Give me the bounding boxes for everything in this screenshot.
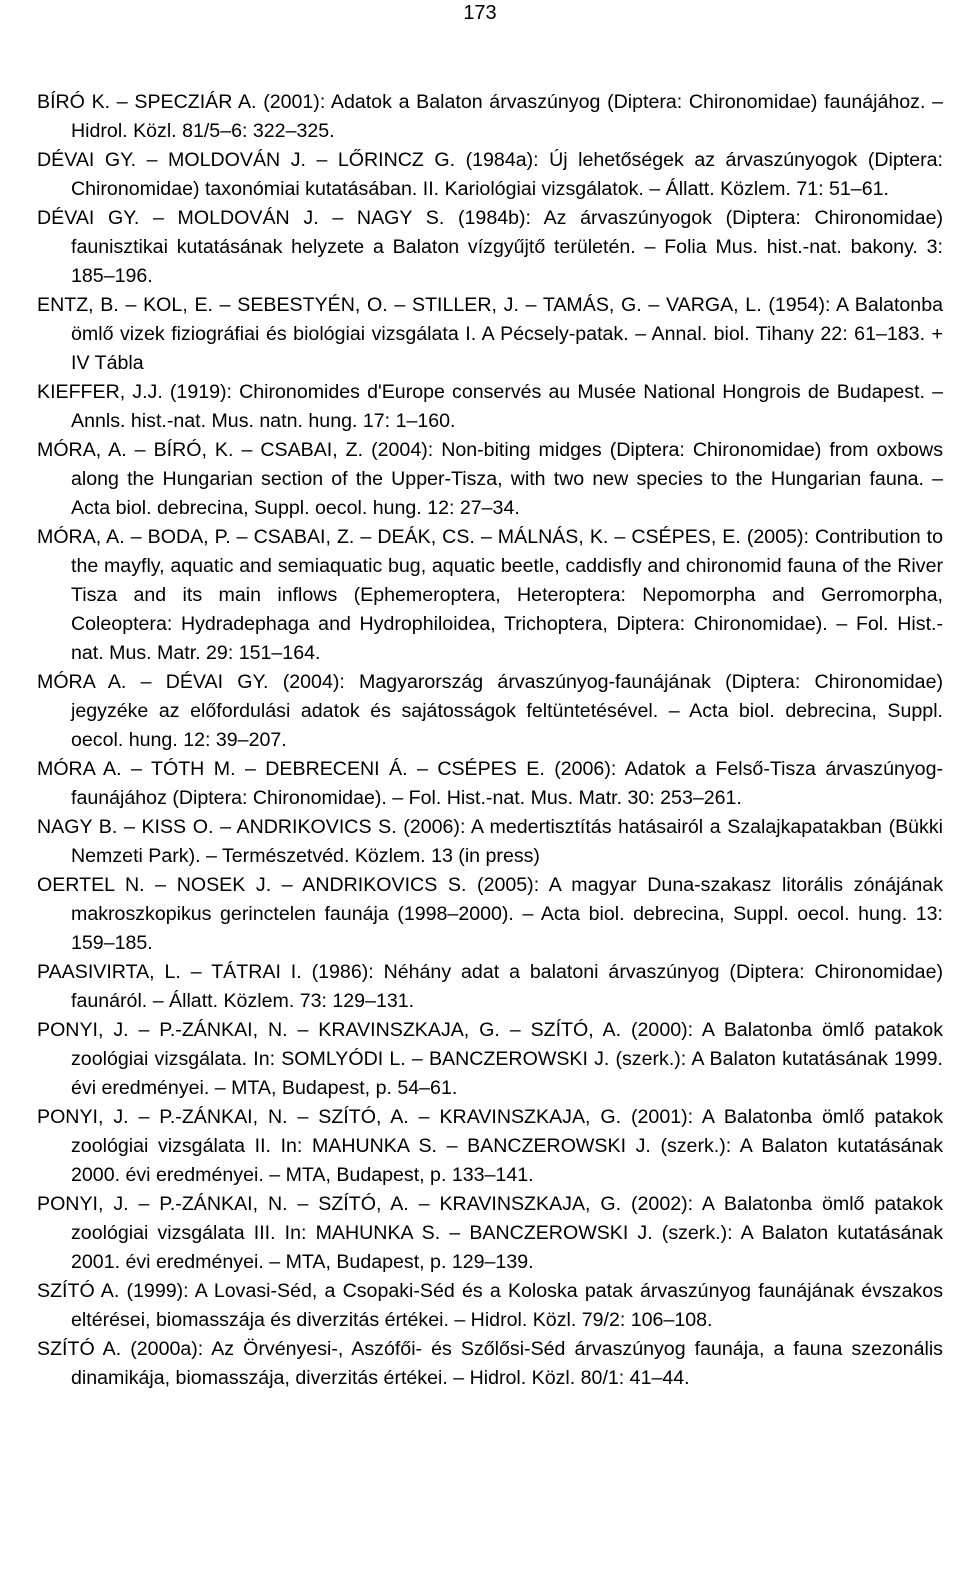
reference-text: (2004): Magyarország árvaszúnyog-faunájának (Diptera: Chironomidae) jegyzéke az előfordulási adatok és sajátosságok feltüntetésével. – Acta biol. debrecina, Suppl. oecol. hung. 12: 39–207. bbox=[71, 671, 943, 751]
reference-entry bbox=[37, 523, 943, 668]
reference-text: (1954): A Balatonba ömlő vizek fiziográfiai és biológiai vizsgálata I. A Pécsely-patak. – Annal. biol. Tihany 22: 61–183. + IV Tábla bbox=[71, 294, 943, 374]
reference-entry bbox=[37, 146, 943, 204]
reference-authors: MÓRA, A. – BODA, P. – CSABAI, Z. – DEÁK, CS. – MÁLNÁS, K. – CSÉPES, E. bbox=[37, 526, 741, 548]
reference-authors: PONYI, J. – P.-ZÁNKAI, N. – SZÍTÓ, A. – KRAVINSZKAJA, G. bbox=[37, 1193, 622, 1215]
reference-authors: SZÍTÓ A. bbox=[37, 1338, 122, 1360]
reference-entry bbox=[37, 204, 943, 291]
reference-authors: BÍRÓ K. – SPECZIÁR A. bbox=[37, 91, 257, 113]
reference-text: (1919): Chironomides d'Europe conservés au Musée National Hongrois de Budapest. – Annls. hist.-nat. Mus. natn. hung. 17: 1–160. bbox=[71, 381, 943, 432]
reference-entry bbox=[37, 1277, 943, 1335]
reference-authors: KIEFFER, J.J. bbox=[37, 381, 163, 403]
reference-entry bbox=[37, 378, 943, 436]
reference-text: (1986): Néhány adat a balatoni árvaszúnyog (Diptera: Chironomidae) faunáról. – Állatt. Közlem. 73: 129–131. bbox=[71, 961, 943, 1012]
reference-authors: ENTZ, B. – KOL, E. – SEBESTYÉN, O. – STILLER, J. – TAMÁS, G. – VARGA, L. bbox=[37, 294, 762, 316]
reference-text: (2005): Contribution to the mayfly, aquatic and semiaquatic bug, aquatic beetle, caddisfly and chironomid fauna of the River Tisza and its main inflows (Ephemeroptera, Heteroptera: Nepomorpha and Gerromorpha, Coleoptera: Hydradephaga and Hydrophiloidea, Trichoptera, Diptera: Chironomidae). – Fol. Hist.-nat. Mus. Matr. 29: 151–164. bbox=[71, 526, 944, 664]
reference-entry bbox=[37, 1103, 943, 1190]
reference-list bbox=[37, 88, 943, 1393]
reference-authors: MÓRA, A. – BÍRÓ, K. – CSABAI, Z. bbox=[37, 439, 364, 461]
reference-text: (2001): Adatok a Balaton árvaszúnyog (Diptera: Chironomidae) faunájához. – Hidrol. Közl. 81/5–6: 322–325. bbox=[71, 91, 944, 142]
reference-authors: OERTEL N. – NOSEK J. – ANDRIKOVICS S. bbox=[37, 874, 467, 896]
reference-entry bbox=[37, 755, 943, 813]
reference-text: (2004): Non-biting midges (Diptera: Chironomidae) from oxbows along the Hungarian section of the Upper-Tisza, with two new species to the Hungarian fauna. – Acta biol. debrecina, Suppl. oecol. hung. 12: 27–34. bbox=[71, 439, 943, 519]
reference-text: (2006): A medertisztítás hatásairól a Szalajkapatakban (Bükki Nemzeti Park). – Természetvéd. Közlem. 13 (in press) bbox=[71, 816, 944, 867]
reference-text: (1999): A Lovasi-Séd, a Csopaki-Séd és a Koloska patak árvaszúnyog faunájának évszakos eltérései, biomasszája és diverzitás értékei. – Hidrol. Közl. 79/2: 106–108. bbox=[71, 1280, 943, 1331]
reference-text: (2000a): Az Örvényesi-, Aszófői- és Szőlősi-Séd árvaszúnyog faunája, a fauna szezonális dinamikája, biomasszája, diverzitás értékei. – Hidrol. Közl. 80/1: 41–44. bbox=[71, 1338, 943, 1389]
reference-text: (2000): A Balatonba ömlő patakok zoológiai vizsgálata. In: SOMLYÓDI L. – BANCZEROWSKI J. (szerk.): A Balaton kutatásának 1999. évi eredményei. – MTA, Budapest, p. 54–61. bbox=[71, 1019, 943, 1099]
reference-authors: PONYI, J. – P.-ZÁNKAI, N. – KRAVINSZKAJA, G. – SZÍTÓ, A. bbox=[37, 1019, 622, 1041]
reference-authors: PAASIVIRTA, L. – TÁTRAI I. bbox=[37, 961, 302, 983]
reference-text: (1984b): Az árvaszúnyogok (Diptera: Chironomidae) faunisztikai kutatásának helyzete a Balaton vízgyűjtő területén. – Folia Mus. hist.-nat. bakony. 3: 185–196. bbox=[71, 207, 943, 287]
reference-entry bbox=[37, 291, 943, 378]
reference-authors: DÉVAI GY. – MOLDOVÁN J. – LŐRINCZ G. bbox=[37, 149, 456, 171]
reference-entry bbox=[37, 958, 943, 1016]
reference-text: (2001): A Balatonba ömlő patakok zoológiai vizsgálata II. In: MAHUNKA S. – BANCZEROWSKI J. (szerk.): A Balaton kutatásának 2000. évi eredményei. – MTA, Budapest, p. 133–141. bbox=[71, 1106, 943, 1186]
reference-text: (2002): A Balatonba ömlő patakok zoológiai vizsgálata III. In: MAHUNKA S. – BANCZEROWSKI J. (szerk.): A Balaton kutatásának 2001. évi eredményei. – MTA, Budapest, p. 129–139. bbox=[71, 1193, 943, 1273]
reference-authors: SZÍTÓ A. bbox=[37, 1280, 120, 1302]
reference-entry bbox=[37, 1190, 943, 1277]
page-number: 173 bbox=[463, 2, 497, 24]
reference-entry bbox=[37, 871, 943, 958]
reference-entry bbox=[37, 668, 943, 755]
reference-entry bbox=[37, 436, 943, 523]
reference-authors: NAGY B. – KISS O. – ANDRIKOVICS S. bbox=[37, 816, 397, 838]
reference-authors: MÓRA A. – TÓTH M. – DEBRECENI Á. – CSÉPES E. bbox=[37, 758, 545, 780]
reference-entry bbox=[37, 813, 943, 871]
reference-text: (2005): A magyar Duna-szakasz litorális zónájának makroszkopikus gerinctelen faunája (1998–2000). – Acta biol. debrecina, Suppl. oecol. hung. 13: 159–185. bbox=[71, 874, 943, 954]
reference-authors: MÓRA A. – DÉVAI GY. bbox=[37, 671, 269, 693]
reference-authors: DÉVAI GY. – MOLDOVÁN J. – NAGY S. bbox=[37, 207, 445, 229]
reference-authors: PONYI, J. – P.-ZÁNKAI, N. – SZÍTÓ, A. – KRAVINSZKAJA, G. bbox=[37, 1106, 622, 1128]
reference-entry bbox=[37, 88, 943, 146]
reference-entry bbox=[37, 1016, 943, 1103]
reference-text: (2006): Adatok a Felső-Tisza árvaszúnyog-faunájához (Diptera: Chironomidae). – Fol. Hist.-nat. Mus. Matr. 30: 253–261. bbox=[71, 758, 943, 809]
reference-text: (1984a): Új lehetőségek az árvaszúnyogok (Diptera: Chironomidae) taxonómiai kutatásában. II. Kariológiai vizsgálatok. – Állatt. Közlem. 71: 51–61. bbox=[71, 149, 943, 200]
reference-entry bbox=[37, 1335, 943, 1393]
